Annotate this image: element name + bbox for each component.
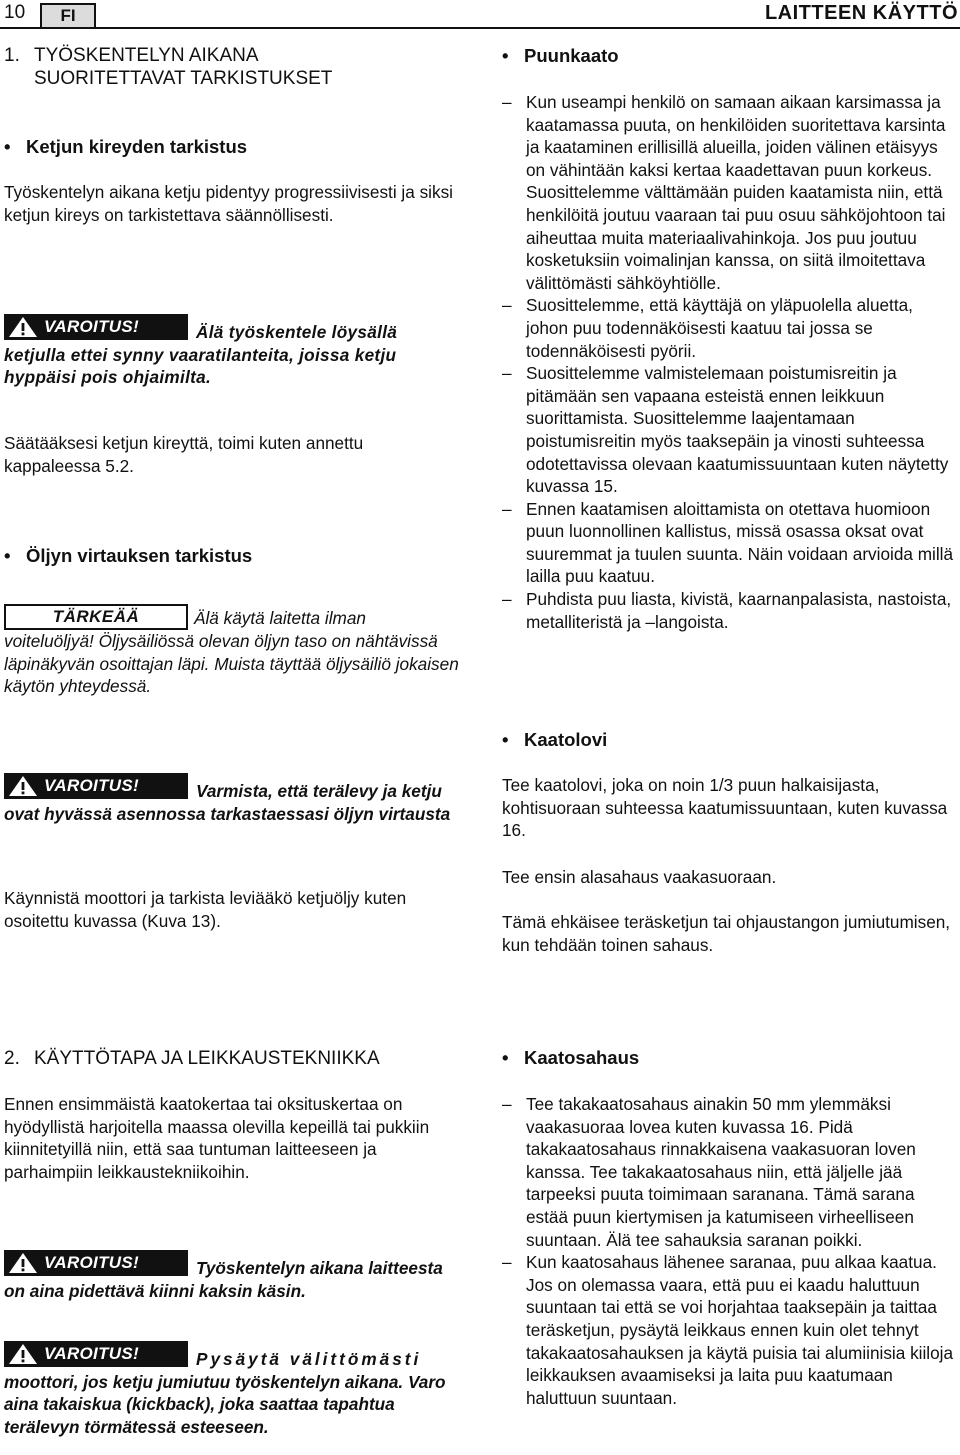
- section-1-title-line1: TYÖSKENTELYN AIKANA: [34, 45, 259, 66]
- chain-tension-adjust: Säätääksesi ketjun kireyttä, toimi kuten annettu kappaleessa 5.2.: [4, 433, 364, 476]
- header-rule: [0, 27, 960, 29]
- warning-label: VAROITUS!: [4, 1341, 188, 1367]
- felling-heading: • Puunkaato: [502, 45, 958, 68]
- section-1-title-line2: SUORITETTAVAT TARKISTUKSET: [34, 68, 333, 89]
- warning-label: VAROITUS!: [4, 1250, 188, 1276]
- notch-p3: Tämä ehkäisee teräsketjun tai ohjaustangon jumiutumisen, kun tehdään toinen sahaus.: [502, 912, 951, 955]
- important-label: TÄRKEÄÄ: [4, 604, 188, 630]
- warning-label: VAROITUS!: [4, 773, 188, 799]
- oil-flow-heading: • Öljyn virtauksen tarkistus: [4, 545, 460, 568]
- chain-tension-body: Työskentelyn aikana ketju pidentyy progressiivisesti ja siksi ketjun kireys on tarkistettava säännöllisesti.: [4, 182, 453, 225]
- oil-flow-important: TÄRKEÄÄ Älä käytä laitetta ilman voiteluöljyä! Öljysäiliössä olevan öljyn taso on nähtävissä läpinäkyvän osoittajan läpi. Muista täyttää öljysäiliö jokaisen käytön yhteydessä.: [4, 604, 460, 698]
- notch-p2: Tee ensin alasahaus vaakasuoraan.: [502, 867, 777, 887]
- oil-flow-warning: VAROITUS! Varmista, että terälevy ja ketju ovat hyvässä asennossa tarkastaessasi öljyn virtausta: [4, 773, 460, 825]
- section-2-title-text: KÄYTTÖTAPA JA LEIKKAUSTEKNIIKKA: [34, 1048, 380, 1069]
- language-badge: FI: [40, 3, 96, 29]
- section-2-title: [4, 1047, 460, 1070]
- notch-p1: Tee kaatolovi, joka on noin 1/3 puun halkaisijasta, kohtisuoraan suhteessa kaatumissuuntaan, kuten kuvassa 16.: [502, 775, 948, 841]
- section-2-warning-2: VAROITUS! Pysäytä välittömästi moottori, jos ketju jumiutuu työskentelyn aikana. Varo aina takaiskua (kickback), joka saattaa tapahtua terälevyn törmätessä esteeseen.: [4, 1341, 460, 1438]
- list-item: – Ennen kaatamisen aloittamista on otettava huomioon puun luonnollinen kallistus, missä osassa oksat ovat suuremmat ja tuulen suunta. Näin voidaan arvioida millä lailla puu kaatuu.: [502, 498, 958, 588]
- section-2-number: 2.: [4, 1048, 20, 1069]
- list-item: – Puhdista puu liasta, kivistä, kaarnanpalasista, nastoista, metalliteristä ja –langoista.: [502, 588, 958, 633]
- warning-triangle-icon: [8, 1252, 38, 1274]
- oil-flow-body: Käynnistä moottori ja tarkista leviääkö ketjuöljy kuten osoitettu kuvassa (Kuva 13).: [4, 888, 407, 931]
- felling-list: [502, 91, 958, 633]
- section-1-title: [4, 44, 460, 90]
- chain-tension-heading: • Ketjun kireyden tarkistus: [4, 136, 460, 159]
- chain-tension-warning: VAROITUS! Älä työskentele löysällä ketjulla ettei synny vaaratilanteita, joissa ketju hyppäisi pois ohjaimilta.: [4, 314, 458, 389]
- page-number: 10: [4, 2, 26, 23]
- list-item: – Tee takakaatosahaus ainakin 50 mm ylemmäksi vaakasuoraa lovea kuten kuvassa 16. Pidä takakaatosahaus rinnakkaisena vaakasuoran loven kanssa. Tee takakaatosahaus niin, että jäljelle jää tarpeeksi puuta toimimaan saranana. Tämä sarana estää puun kiertymisen ja katumiseen virheelliseen suuntaan. Älä tee sahauksia saranan poikki.: [502, 1093, 958, 1251]
- list-item: – Suosittelemme, että käyttäjä on yläpuolella aluetta, johon puu todennäköisesti kaatuu tai jossa se todennäköisesti pyörii.: [502, 294, 958, 362]
- list-item: – Kun kaatosahaus lähenee saranaa, puu alkaa kaatua. Jos on olemassa vaara, että puu ei kaadu haluttuun suuntaan tai että se voi horjahtaa taaksepäin ja taittaa teräsketjun, pysäytä leikkaus ennen kuin olet tehnyt takakaatosahauksen ja käytä puisia tai alumiinisia kiiloja leikkauksen avaamiseksi ja laita puu kaatumaan haluttuun suuntaan.: [502, 1251, 958, 1409]
- felling-cut-heading: • Kaatosahaus: [502, 1047, 958, 1070]
- notch-heading: • Kaatolovi: [502, 729, 958, 752]
- list-item: – Suosittelemme valmistelemaan poistumisreitin ja pitämään sen vapaana esteistä ennen leikkuun suorittamista. Suosittelemme laajentamaan poistumisreitin myös taaksepäin ja vinosti suhteessa odotettavissa olevaan kaatumissuuntaan kuten näytetty kuvassa 15.: [502, 362, 958, 498]
- warning-triangle-icon: [8, 316, 38, 338]
- list-item: – Kun useampi henkilö on samaan aikaan karsimassa ja kaatamassa puuta, on henkilöiden suoritettava karsinta ja kaataminen erillisillä alueilla, joiden välinen etäisyys on vähintään kaksi kertaa kaadettavan puun korkeus. Suosittelemme välttämään puiden kaatamista niin, että henkilöitä joutuu vaaraan tai puu osuu sähköjohtoon tai aiheuttaa muita materiaalivahinkoja. Jos puu joutuu kosketuksiin voimalinjan kanssa, on siitä ilmoitettava välittömästi sähköyhtiölle.: [502, 91, 958, 294]
- felling-cut-list: [502, 1093, 958, 1409]
- chapter-title: LAITTEEN KÄYTTÖ: [764, 2, 958, 24]
- section-2-warning-1: VAROITUS! Työskentelyn aikana laitteesta on aina pidettävä kiinni kaksin käsin.: [4, 1250, 460, 1302]
- warning-label: VAROITUS!: [4, 314, 188, 340]
- warning-triangle-icon: [8, 1343, 38, 1365]
- section-1-number: 1.: [4, 45, 20, 66]
- felling-list-container: [502, 91, 958, 633]
- section-2-body: Ennen ensimmäistä kaatokertaa tai oksituskertaa on hyödyllistä harjoitella maassa olevilla kepeillä tai pukkiin kiinnitetyillä niin, että saa tuntuman laitteeseen ja parhaimpiin leikkaustekniikoihin.: [4, 1094, 430, 1182]
- felling-cut-list-container: [502, 1093, 958, 1409]
- warning-triangle-icon: [8, 775, 38, 797]
